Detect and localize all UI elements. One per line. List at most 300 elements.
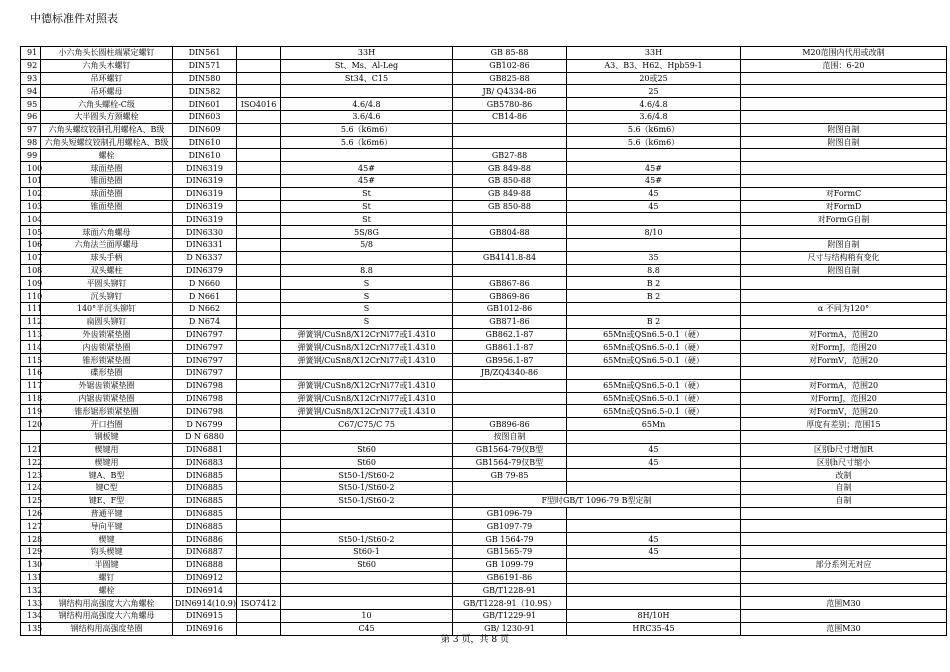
iso-code-cell: [237, 136, 281, 149]
table-row: [21, 302, 947, 315]
row-number-cell: 133: [21, 597, 41, 610]
gb-code-cell: [453, 136, 567, 149]
din-code-cell: DIN6797: [173, 366, 237, 379]
gb-code-cell: [453, 123, 567, 136]
gb-material-cell: 8H/10H: [567, 610, 741, 623]
gb-code-cell: [453, 238, 567, 251]
din-code-cell: DIN610: [173, 136, 237, 149]
gb-material-cell: 33H: [567, 47, 741, 60]
gb-code-cell: GB861.1-87: [453, 341, 567, 354]
remark-cell: 对FormJ，范围20: [741, 341, 947, 354]
row-number-cell: 96: [21, 110, 41, 123]
part-name-cell: 锥面垫圈: [41, 174, 173, 187]
gb-material-cell: [567, 597, 741, 610]
din-material-cell: St60: [281, 456, 453, 469]
remark-cell: 范围：6-20: [741, 59, 947, 72]
gb-code-cell: GB 1564-79: [453, 533, 567, 546]
table-row: [21, 187, 947, 200]
iso-code-cell: [237, 571, 281, 584]
gb-material-cell: 45#: [567, 162, 741, 175]
part-name-cell: 导向平键: [41, 520, 173, 533]
gb-code-cell: GB 79-85: [453, 469, 567, 482]
remark-cell: [741, 72, 947, 85]
din-material-cell: 45#: [281, 174, 453, 187]
din-code-cell: DIN6798: [173, 379, 237, 392]
iso-code-cell: [237, 418, 281, 431]
row-number-cell: [21, 430, 41, 443]
gb-code-cell: GB1564-79仅B型: [453, 456, 567, 469]
din-material-cell: St: [281, 213, 453, 226]
iso-code-cell: [237, 584, 281, 597]
gb-material-cell: [567, 149, 741, 162]
row-number-cell: 98: [21, 136, 41, 149]
row-number-cell: 118: [21, 392, 41, 405]
gb-code-cell: GB 850-88: [453, 200, 567, 213]
row-number-cell: 106: [21, 238, 41, 251]
din-material-cell: 45#: [281, 162, 453, 175]
din-code-cell: DIN6798: [173, 392, 237, 405]
row-number-cell: 92: [21, 59, 41, 72]
table-row: [21, 366, 947, 379]
din-material-cell: 10: [281, 610, 453, 623]
din-material-cell: S: [281, 315, 453, 328]
part-name-cell: 球头手柄: [41, 251, 173, 264]
gb-material-cell: B 2: [567, 277, 741, 290]
gb-material-cell: 65Mn或QSn6.5-0.1（硬）: [567, 392, 741, 405]
table-row: [21, 507, 947, 520]
din-material-cell: St50-1/St60-2: [281, 494, 453, 507]
table-body: [21, 47, 947, 636]
remark-cell: 改制: [741, 469, 947, 482]
gb-code-cell: JB/ Q4334-86: [453, 85, 567, 98]
remark-cell: 对FormD: [741, 200, 947, 213]
remark-cell: [741, 277, 947, 290]
part-name-cell: 扁圆头铆钉: [41, 315, 173, 328]
remark-cell: [741, 315, 947, 328]
row-number-cell: 97: [21, 123, 41, 136]
remark-cell: 对FormV，范围20: [741, 354, 947, 367]
row-number-cell: 131: [21, 571, 41, 584]
part-name-cell: 钢结构用高强度大六角螺母: [41, 610, 173, 623]
din-material-cell: [281, 366, 453, 379]
iso-code-cell: [237, 200, 281, 213]
part-name-cell: 键E、F型: [41, 494, 173, 507]
gb-material-cell: 45: [567, 456, 741, 469]
row-number-cell: 120: [21, 418, 41, 431]
part-name-cell: 外锯齿锁紧垫圈: [41, 379, 173, 392]
row-number-cell: 100: [21, 162, 41, 175]
part-name-cell: 半圆键: [41, 558, 173, 571]
table-row: [21, 226, 947, 239]
row-number-cell: 127: [21, 520, 41, 533]
table-row: [21, 533, 947, 546]
gb-code-cell: GB5780-86: [453, 98, 567, 111]
din-material-cell: 5S/8G: [281, 226, 453, 239]
part-name-cell: 六角头短螺纹铰制孔用螺栓A、B级: [41, 136, 173, 149]
remark-cell: [741, 571, 947, 584]
din-code-cell: DIN610: [173, 149, 237, 162]
gb-material-cell: [567, 482, 741, 495]
part-name-cell: 键A、B型: [41, 469, 173, 482]
din-code-cell: D N661: [173, 290, 237, 303]
part-name-cell: 球面垫圈: [41, 187, 173, 200]
din-code-cell: DIN6319: [173, 162, 237, 175]
din-code-cell: DIN571: [173, 59, 237, 72]
table-row: [21, 123, 947, 136]
remark-cell: 对FormV，范围20: [741, 405, 947, 418]
remark-cell: [741, 162, 947, 175]
remark-cell: 对FormA，范围20: [741, 328, 947, 341]
row-number-cell: 119: [21, 405, 41, 418]
gb-material-cell: [567, 366, 741, 379]
row-number-cell: 117: [21, 379, 41, 392]
part-name-cell: 沉头铆钉: [41, 290, 173, 303]
gb-code-cell: GB956.1-87: [453, 354, 567, 367]
din-material-cell: 弹簧钢/CuSn8/X12CrNi77或1.4310: [281, 405, 453, 418]
gb-code-cell: 按图自制: [453, 430, 567, 443]
iso-code-cell: [237, 302, 281, 315]
gb-code-cell: GB1096-79: [453, 507, 567, 520]
gb-code-cell: GB 849-88: [453, 187, 567, 200]
remark-cell: [741, 98, 947, 111]
gb-material-cell: [567, 213, 741, 226]
din-material-cell: St60: [281, 558, 453, 571]
table-row: [21, 174, 947, 187]
gb-code-cell: GB 849-88: [453, 162, 567, 175]
table-row: [21, 264, 947, 277]
row-number-cell: 108: [21, 264, 41, 277]
din-material-cell: C67/C75/C 75: [281, 418, 453, 431]
part-name-cell: 球面六角螺母: [41, 226, 173, 239]
table-row: [21, 251, 947, 264]
din-code-cell: DIN6888: [173, 558, 237, 571]
din-code-cell: D N660: [173, 277, 237, 290]
gb-code-cell: CB14-86: [453, 110, 567, 123]
iso-code-cell: [237, 430, 281, 443]
row-number-cell: 114: [21, 341, 41, 354]
part-name-cell: 楔键用: [41, 443, 173, 456]
row-number-cell: 115: [21, 354, 41, 367]
din-material-cell: S: [281, 290, 453, 303]
gb-material-cell: 45: [567, 533, 741, 546]
part-name-cell: 钢板键: [41, 430, 173, 443]
iso-code-cell: [237, 174, 281, 187]
gb-material-cell: B 2: [567, 315, 741, 328]
gb-code-cell: GB1565-79: [453, 546, 567, 559]
iso-code-cell: [237, 558, 281, 571]
din-material-cell: 弹簧钢/CuSn8/X12CrNi77或1.4310: [281, 379, 453, 392]
part-name-cell: 内齿锁紧垫圈: [41, 341, 173, 354]
gb-material-cell: 20或25: [567, 72, 741, 85]
gb-code-cell: GB 85-88: [453, 47, 567, 60]
gb-code-cell: GB 1099-79: [453, 558, 567, 571]
part-name-cell: 吊环螺母: [41, 85, 173, 98]
table-row: [21, 328, 947, 341]
remark-cell: α 不同为120°: [741, 302, 947, 315]
part-name-cell: 外齿锁紧垫圈: [41, 328, 173, 341]
remark-cell: [741, 430, 947, 443]
gb-code-cell: GB825-88: [453, 72, 567, 85]
row-number-cell: 104: [21, 213, 41, 226]
remark-cell: 附图自制: [741, 264, 947, 277]
part-name-cell: 普通平键: [41, 507, 173, 520]
gb-code-cell: GB/T1228-91: [453, 584, 567, 597]
din-code-cell: DIN6881: [173, 443, 237, 456]
din-code-cell: DIN6331: [173, 238, 237, 251]
row-number-cell: 124: [21, 482, 41, 495]
remark-cell: 附图自制: [741, 136, 947, 149]
remark-cell: 厚度有差别；范围15: [741, 418, 947, 431]
din-code-cell: DIN603: [173, 110, 237, 123]
din-material-cell: S: [281, 302, 453, 315]
gb-material-cell: 45: [567, 546, 741, 559]
iso-code-cell: [237, 456, 281, 469]
din-code-cell: DIN582: [173, 85, 237, 98]
din-material-cell: 5.6（k6m6）: [281, 136, 453, 149]
iso-code-cell: [237, 59, 281, 72]
part-name-cell: 钩头楔键: [41, 546, 173, 559]
gb-code-cell: GB4141.8-84: [453, 251, 567, 264]
part-name-cell: 大半圆头方颈螺栓: [41, 110, 173, 123]
iso-code-cell: [237, 546, 281, 559]
remark-cell: [741, 174, 947, 187]
table-row: [21, 85, 947, 98]
remark-cell: 附图自制: [741, 238, 947, 251]
row-number-cell: 132: [21, 584, 41, 597]
table-row: [21, 162, 947, 175]
din-code-cell: DIN6330: [173, 226, 237, 239]
gb-code-cell: GB896-86: [453, 418, 567, 431]
gb-material-cell: 4.6/4.8: [567, 98, 741, 111]
table-row: [21, 354, 947, 367]
remark-cell: [741, 110, 947, 123]
din-code-cell: DIN6912: [173, 571, 237, 584]
din-material-cell: 5/8: [281, 238, 453, 251]
gb-code-cell: F型时GB/T 1096-79 B型定制: [453, 494, 741, 507]
gb-code-cell: GB867-86: [453, 277, 567, 290]
din-material-cell: 弹簧钢/CuSn8/X12CrNi77或1.4310: [281, 341, 453, 354]
gb-material-cell: [567, 571, 741, 584]
remark-cell: [741, 507, 947, 520]
table-row: [21, 392, 947, 405]
din-material-cell: [281, 520, 453, 533]
iso-code-cell: [237, 110, 281, 123]
remark-cell: 区别h尺寸缩小: [741, 456, 947, 469]
din-code-cell: DIN6883: [173, 456, 237, 469]
row-number-cell: 99: [21, 149, 41, 162]
din-code-cell: DIN6915: [173, 610, 237, 623]
row-number-cell: 121: [21, 443, 41, 456]
gb-material-cell: [567, 520, 741, 533]
gb-material-cell: 45: [567, 443, 741, 456]
din-code-cell: DIN609: [173, 123, 237, 136]
din-code-cell: DIN6885: [173, 482, 237, 495]
din-code-cell: D N6337: [173, 251, 237, 264]
gb-material-cell: [567, 584, 741, 597]
din-material-cell: St: [281, 187, 453, 200]
row-number-cell: 128: [21, 533, 41, 546]
table-row: [21, 430, 947, 443]
table-row: [21, 277, 947, 290]
din-code-cell: DIN6887: [173, 546, 237, 559]
gb-material-cell: 65Mn或QSn6.5-0.1（硬）: [567, 328, 741, 341]
gb-material-cell: 65Mn或QSn6.5-0.1（硬）: [567, 405, 741, 418]
gb-material-cell: 8.8: [567, 264, 741, 277]
remark-cell: 对FormJ，范围20: [741, 392, 947, 405]
iso-code-cell: [237, 533, 281, 546]
gb-material-cell: 45: [567, 187, 741, 200]
table-row: [21, 213, 947, 226]
gb-material-cell: 65Mn或QSn6.5-0.1（硬）: [567, 354, 741, 367]
gb-code-cell: GB1564-79仅B型: [453, 443, 567, 456]
din-code-cell: DIN6885: [173, 520, 237, 533]
gb-code-cell: [453, 405, 567, 418]
gb-code-cell: GB/T1228-91（10.9S）: [453, 597, 567, 610]
remark-cell: 部分系列无对应: [741, 558, 947, 571]
din-material-cell: [281, 85, 453, 98]
part-name-cell: 钢结构用高强度大六角螺栓: [41, 597, 173, 610]
row-number-cell: 130: [21, 558, 41, 571]
gb-material-cell: 65Mn: [567, 418, 741, 431]
iso-code-cell: [237, 379, 281, 392]
remark-cell: 对FormA，范围20: [741, 379, 947, 392]
row-number-cell: 110: [21, 290, 41, 303]
din-material-cell: [281, 430, 453, 443]
table-row: [21, 546, 947, 559]
din-code-cell: DIN6885: [173, 494, 237, 507]
row-number-cell: 94: [21, 85, 41, 98]
din-code-cell: DIN580: [173, 72, 237, 85]
gb-material-cell: 65Mn或QSn6.5-0.1（硬）: [567, 341, 741, 354]
iso-code-cell: ISO4016: [237, 98, 281, 111]
part-name-cell: 螺栓: [41, 149, 173, 162]
din-material-cell: [281, 149, 453, 162]
part-name-cell: 钢结构用高强度垫圈: [41, 622, 173, 635]
gb-material-cell: 25: [567, 85, 741, 98]
row-number-cell: 91: [21, 47, 41, 60]
din-material-cell: [281, 507, 453, 520]
row-number-cell: 103: [21, 200, 41, 213]
iso-code-cell: [237, 507, 281, 520]
din-code-cell: DIN6886: [173, 533, 237, 546]
gb-code-cell: [453, 392, 567, 405]
din-code-cell: DIN601: [173, 98, 237, 111]
remark-cell: 范围M30: [741, 597, 947, 610]
din-code-cell: DIN6885: [173, 469, 237, 482]
gb-material-cell: [567, 238, 741, 251]
table-row: [21, 469, 947, 482]
row-number-cell: 105: [21, 226, 41, 239]
gb-code-cell: GB862.1-87: [453, 328, 567, 341]
table-row: [21, 149, 947, 162]
din-material-cell: 弹簧钢/CuSn8/X12CrNi77或1.4310: [281, 328, 453, 341]
iso-code-cell: [237, 162, 281, 175]
table-row: [21, 98, 947, 111]
iso-code-cell: [237, 443, 281, 456]
gb-code-cell: GB/ 1230-91: [453, 622, 567, 635]
table-row: [21, 315, 947, 328]
remark-cell: 附图自制: [741, 123, 947, 136]
gb-material-cell: B 2: [567, 290, 741, 303]
gb-code-cell: GB804-88: [453, 226, 567, 239]
remark-cell: [741, 226, 947, 239]
din-material-cell: 4.6/4.8: [281, 98, 453, 111]
remark-cell: 范围M30: [741, 622, 947, 635]
iso-code-cell: [237, 213, 281, 226]
part-name-cell: 140°半沉头铆钉: [41, 302, 173, 315]
din-material-cell: [281, 571, 453, 584]
part-name-cell: 内锯齿锁紧垫圈: [41, 392, 173, 405]
part-name-cell: 键C型: [41, 482, 173, 495]
remark-cell: 对FormC: [741, 187, 947, 200]
row-number-cell: 113: [21, 328, 41, 341]
part-name-cell: 锥形锯形锁紧垫圈: [41, 405, 173, 418]
row-number-cell: 107: [21, 251, 41, 264]
din-code-cell: D N 6880: [173, 430, 237, 443]
iso-code-cell: [237, 328, 281, 341]
gb-material-cell: 45: [567, 200, 741, 213]
iso-code-cell: [237, 366, 281, 379]
din-code-cell: DIN6379: [173, 264, 237, 277]
row-number-cell: 126: [21, 507, 41, 520]
table-row: [21, 456, 947, 469]
gb-material-cell: [567, 507, 741, 520]
iso-code-cell: [237, 405, 281, 418]
din-material-cell: C45: [281, 622, 453, 635]
din-code-cell: DIN6319: [173, 187, 237, 200]
din-material-cell: St60: [281, 443, 453, 456]
row-number-cell: 116: [21, 366, 41, 379]
din-code-cell: DIN6797: [173, 354, 237, 367]
gb-code-cell: GB 850-88: [453, 174, 567, 187]
iso-code-cell: [237, 290, 281, 303]
iso-code-cell: [237, 392, 281, 405]
table-row: [21, 520, 947, 533]
din-code-cell: DIN6319: [173, 213, 237, 226]
standards-table: [20, 46, 947, 636]
iso-code-cell: [237, 251, 281, 264]
din-material-cell: St: [281, 200, 453, 213]
gb-code-cell: GB869-86: [453, 290, 567, 303]
din-material-cell: 8.8: [281, 264, 453, 277]
row-number-cell: 95: [21, 98, 41, 111]
din-material-cell: St60-1: [281, 546, 453, 559]
part-name-cell: 平圆头铆钉: [41, 277, 173, 290]
table-row: [21, 341, 947, 354]
part-name-cell: 六角头螺纹铰制孔用螺栓A、B级: [41, 123, 173, 136]
iso-code-cell: [237, 341, 281, 354]
row-number-cell: 102: [21, 187, 41, 200]
row-number-cell: 101: [21, 174, 41, 187]
table-row: [21, 200, 947, 213]
table-row: [21, 610, 947, 623]
gb-material-cell: 5.6（k6m6）: [567, 136, 741, 149]
gb-material-cell: 5.6（k6m6）: [567, 123, 741, 136]
table-row: [21, 558, 947, 571]
remark-cell: 尺寸与结构稍有变化: [741, 251, 947, 264]
remark-cell: [741, 546, 947, 559]
row-number-cell: 125: [21, 494, 41, 507]
iso-code-cell: [237, 187, 281, 200]
table-row: [21, 379, 947, 392]
iso-code-cell: [237, 482, 281, 495]
din-material-cell: St34、C15: [281, 72, 453, 85]
iso-code-cell: ISO7412: [237, 597, 281, 610]
din-code-cell: DIN6797: [173, 328, 237, 341]
table-row: [21, 47, 947, 60]
gb-code-cell: GB/T1229-91: [453, 610, 567, 623]
part-name-cell: 螺钉: [41, 571, 173, 584]
